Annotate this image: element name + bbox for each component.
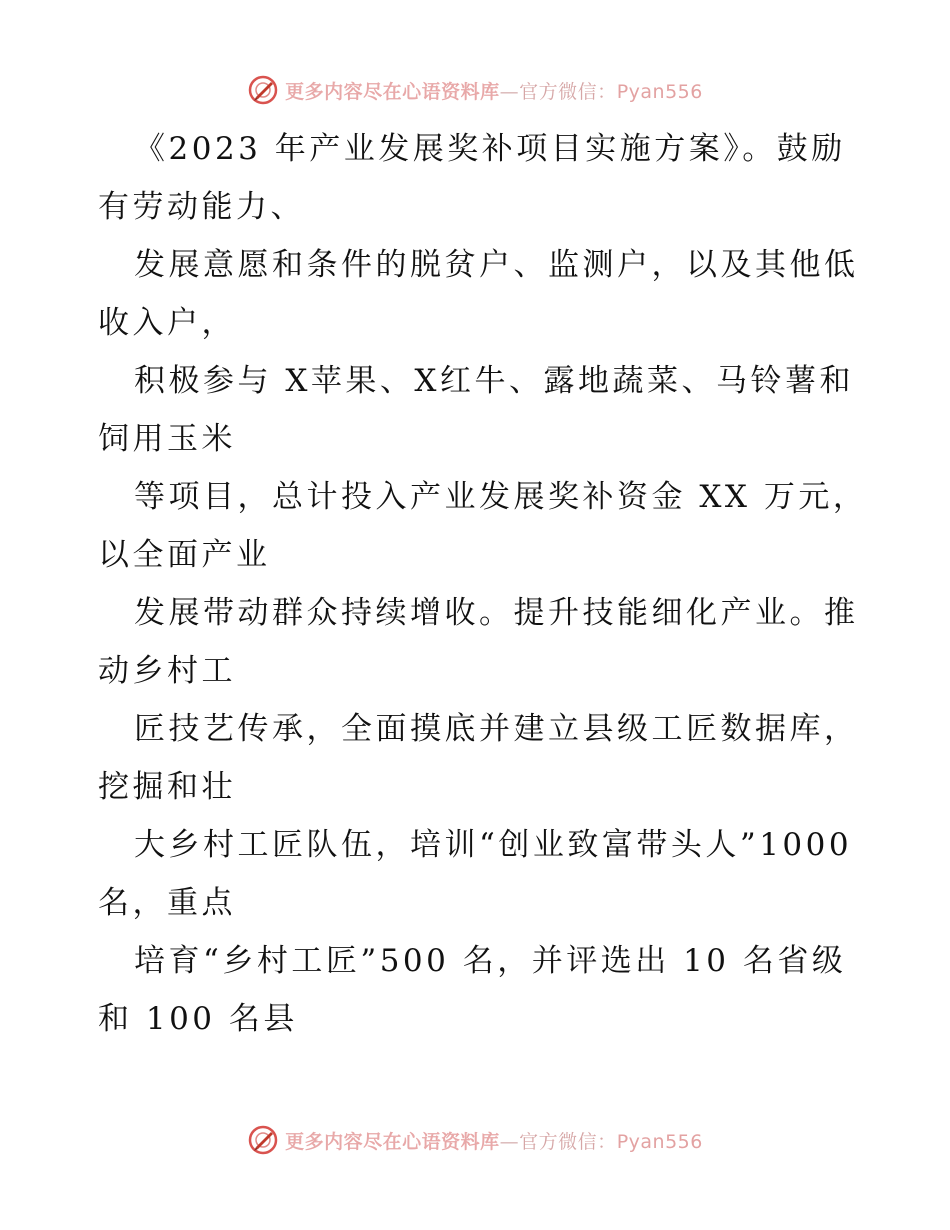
text-line: 名，重点 [98, 885, 236, 921]
logo-icon [247, 1124, 279, 1156]
text-line: 大乡村工匠队伍，培训“创业致富带头人”1000 [134, 827, 853, 863]
watermark-main: 更多内容尽在心语资料库 [285, 1130, 500, 1153]
watermark-id: Pyan556 [616, 80, 703, 103]
text-line: 匠技艺传承，全面摸底并建立县级工匠数据库， [134, 711, 859, 747]
text-line: 有劳动能力、 [98, 189, 305, 225]
text-line: 饲用玉米 [98, 421, 236, 457]
watermark-dash: — [499, 80, 520, 103]
watermark-header [0, 70, 950, 110]
text-line: 等项目，总计投入产业发展奖补资金 XX 万元， [134, 479, 868, 515]
text-line: 发展意愿和条件的脱贫户、监测户，以及其他低 [134, 247, 859, 283]
watermark-text [285, 1127, 703, 1154]
text-line: 培育“乡村工匠”500 名，并评选出 10 名省级 [134, 943, 847, 979]
text-line: 《2023 年产业发展奖补项目实施方案》。鼓励 [134, 131, 846, 167]
watermark-footer [0, 1120, 950, 1160]
document-body [98, 120, 868, 1048]
watermark-official: 官方微信： [519, 80, 617, 103]
watermark-text [285, 77, 703, 104]
text-line: 发展带动群众持续增收。提升技能细化产业。推 [134, 595, 859, 631]
text-line: 收入户， [98, 305, 236, 341]
watermark-dash: — [499, 1130, 520, 1153]
text-line: 以全面产业 [98, 537, 271, 573]
text-line: 动乡村工 [98, 653, 236, 689]
watermark-main: 更多内容尽在心语资料库 [285, 80, 500, 103]
text-line: 和 100 名县 [98, 1001, 298, 1037]
text-line: 挖掘和壮 [98, 769, 236, 805]
logo-icon [247, 74, 279, 106]
watermark-id: Pyan556 [616, 1130, 703, 1153]
text-line: 积极参与 X苹果、X红牛、露地蔬菜、马铃薯和 [134, 363, 854, 399]
watermark-official: 官方微信： [519, 1130, 617, 1153]
